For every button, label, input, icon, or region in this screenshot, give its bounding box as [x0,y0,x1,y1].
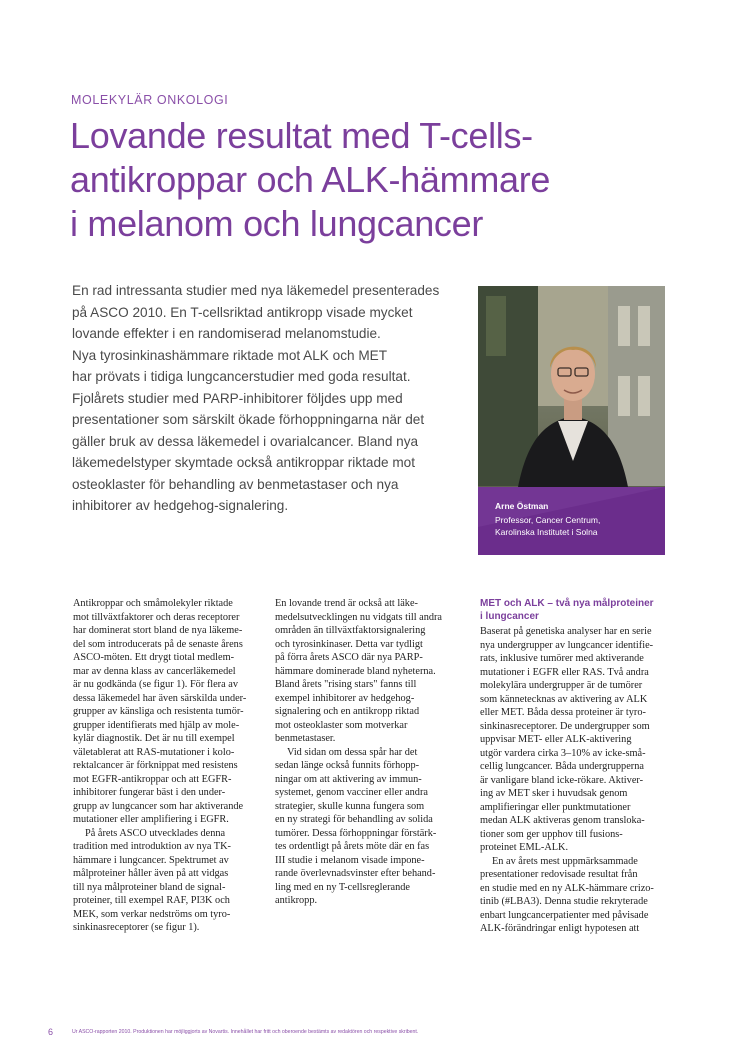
body-line: nya undergrupper av lungcancer identifie- [480,639,654,651]
body-line: sedan länge också funnits förhopp- [275,760,420,771]
body-line: uppvisar MET- eller ALK-aktivering [480,734,632,745]
body-line: sinkinasreceptorer (se figur 1). [73,922,200,933]
body-line: tradition med introduktion av nya TK- [73,841,231,852]
intro-line: Nya tyrosinkinashämmare riktade mot ALK och MET [72,347,388,363]
body-column-1 [73,597,258,935]
intro-line: på ASCO 2010. En T-cellsriktad antikropp visade mycket [72,304,413,320]
caption-role-line: Karolinska Institutet i Solna [495,527,598,537]
subheading [480,597,670,623]
body-line: En av årets mest uppmärksammade [492,855,638,867]
body-line: På årets ASCO utvecklades denna [85,827,226,839]
body-line: proteinet EML-ALK. [480,842,569,853]
body-line: signalering och en antikropp riktad [275,706,420,717]
body-line: medelsutvecklingen nu vidgats till andra [275,611,442,623]
body-line: utgör vardera cirka 3–10% av icke-små- [480,747,646,759]
body-line: rektalcancer är förknippat med resistens [73,760,238,771]
body-line: grupp av lungcancer som har aktiverande [73,800,244,812]
body-line: på förra årets ASCO där nya PARP- [275,652,423,663]
page-number: 6 [48,1027,54,1037]
caption-role [495,514,600,538]
body-line: kylär diagnostik. Det är nu till exempel [73,733,235,744]
body-line: presentationer redovisade resultat från [480,869,638,880]
body-line: proteiner, till exempel RAF, PI3K och [73,895,230,906]
body-line: tioner som ger upphov till fusions- [480,828,623,840]
body-line: har dominerat stort bland de nya läkeme- [73,625,243,636]
body-line: systemet, genom vacciner eller andra [275,787,428,798]
body-line: en ny strategi för behandling av solida [275,814,433,825]
headline-line: antikroppar och ALK-hämmare [70,159,551,200]
body-line: är nu godkända (se figur 1). För flera av [73,679,238,690]
body-line: molekylära undergrupper är de tumörer [480,680,643,691]
sidebar-column [480,597,670,936]
intro-line: gäller bruk av dessa läkemedel i ovarialcancer. Bland nya [72,433,419,449]
body-line: Antikroppar och småmolekyler riktade [73,598,233,609]
photo-caption [478,487,665,555]
body-line: sinkinasreceptorer. De undergrupper som [480,720,650,732]
body-line: dessa läkemedel har även särskilda under- [73,692,247,704]
body-line: ing av MET sker i huvudsak genom [480,788,628,799]
body-line: Bland årets "rising stars" fanns till [275,679,417,690]
body-line: tes ordentligt på årets möte där en fas [275,841,430,852]
body-line: eller MET. Båda dessa proteiner är tyro- [480,707,646,718]
body-line: tinib (#LBA3). Denna studie rekryterade [480,896,648,907]
body-line: amplifieringar eller punktmutationer [480,801,631,813]
body-line: som kännetecknas av aktivering av ALK [480,693,648,705]
body-line: Vid sidan om dessa spår har det [287,746,418,758]
body-line: exempel inhibitorer av hedgehog- [275,692,415,704]
intro-line: En rad intressanta studier med nya läkemedel presenterades [72,283,440,298]
intro-line: osteoklaster för behandling av benmetastaser och nya [72,476,399,492]
body-line: en studie med en ny ALK-hämmare crizo- [480,882,654,894]
subheading-line: MET och ALK – två nya målproteiner [480,598,654,609]
footer-note: Ur ASCO-rapporten 2010. Produktionen har möjliggjorts av Novartis. Innehållet har fritt och oberoende bestämts av redaktören och respektive skribent. [72,1029,419,1035]
body-line: är vanligare bland icke-rökare. Aktiver- [480,774,644,786]
body-column-2 [275,597,460,908]
intro-line: Fjolårets studier med PARP-inhibitorer följdes upp med [72,390,403,406]
caption-name: Arne Östman [495,501,549,511]
body-line: till nya målproteiner bland de signal- [73,881,226,893]
intro-line: presentationer som särskilt ökade förhoppningarna när det [72,412,425,427]
body-line: rats, inklusive tumörer med aktiverande [480,653,644,664]
body-line: benmetastaser. [275,733,336,744]
body-line: mot tillväxtfaktorer och deras receptorer [73,611,240,623]
body-line: mot osteoklaster som motverkar [275,719,408,731]
body-line: III studie i melanom visade impone- [275,854,425,866]
body-line: mutationer i EGFR eller RAS. Två andra [480,666,649,678]
intro-paragraph [72,280,462,517]
intro-line: läkemedelstyper skymtade också antikroppar riktade mot [72,455,416,470]
body-line: väletablerat att RAS-mutationer i kolo- [73,746,235,758]
body-line: mutationer eller amplifiering i EGFR. [73,814,229,825]
body-line: En lovande trend är också att läke- [275,598,418,609]
body-line: rande överlevnadsvinster efter behand- [275,868,436,879]
body-line: ALK-förändringar enligt hypotesen att [480,923,640,934]
headline-line: Lovande resultat med T-cells- [70,115,533,156]
body-line: mar av denna klass av cancerläkemedel [73,665,236,677]
body-line: del som introducerats på de senaste årens [73,638,243,650]
body-line: mot EGFR-antikroppar och att EGFR- [73,773,232,785]
body-line: Baserat på genetiska analyser har en serie [480,626,652,637]
body-line: medan ALK aktiveras genom transloka- [480,815,645,826]
headline-line: i melanom och lungcancer [70,203,484,244]
body-line: strategier, skulle kunna fungera som [275,800,425,812]
body-line: områden än tillväxtfaktorsignalering [275,625,426,636]
body-line: hämmare i lungcancer. Spektrumet av [73,854,229,866]
body-line: enbart lungcancerpatienter med påvisade [480,909,649,921]
caption-role-line: Professor, Cancer Centrum, [495,515,601,525]
body-line: tumörer. Dessa förhoppningar förstärk- [275,827,437,839]
body-line: ling med en ny T-cellsreglerande [275,881,410,893]
body-line: målproteiner håller även på att vidgas [73,868,229,879]
body-line: hämmare dominerade bland nyheterna. [275,665,436,677]
body-line: MEK, som verkar nedströms om tyro- [73,908,231,920]
intro-line: lovande effekter i en randomiserad melanomstudie. [72,326,381,341]
subheading-line: i lungcancer [480,611,539,622]
body-line: och tyrosinkinaser. Detta var tydligt [275,638,423,650]
body-line: ningar om att aktivering av immun- [275,773,422,785]
body-line: grupper av känsliga och resistenta tumör- [73,706,244,717]
section-label: MOLEKYLÄR ONKOLOGI [71,93,229,107]
body-line: cellig lungcancer. Båda undergrupperna [480,761,644,772]
body-line: antikropp. [275,895,318,906]
body-line: inhibitorer fungerar bäst i den under- [73,787,226,798]
body-line: ASCO-möten. Ett drygt tiotal medlem- [73,652,235,663]
body-line: grupper identifierats med hjälp av mole- [73,719,240,731]
intro-line: inhibitorer av hedgehog-signalering. [72,498,289,513]
intro-line: har prövats i tidiga lungcancerstudier med goda resultat. [72,369,411,384]
article-headline [70,114,630,246]
